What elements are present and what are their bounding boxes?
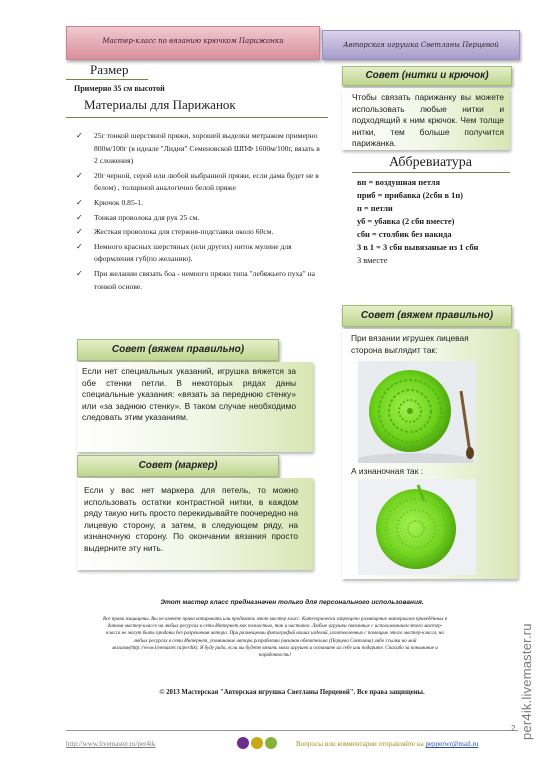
material-item: ✓ При желании связать боа - немного пряжи типа "лебяжьего пуха" на тонкой основе. — [76, 268, 316, 291]
abbr-item: сбн = столбик без накида — [357, 230, 452, 239]
back-crochet-circle-icon — [358, 479, 476, 575]
green-dot-icon — [265, 737, 277, 749]
materials-list — [72, 130, 324, 295]
abbr-item: 3 вместе — [357, 256, 388, 265]
check-icon: ✓ — [76, 227, 83, 237]
footer-shop-link[interactable]: http://www.livemaster.ru/per4ik — [66, 740, 156, 748]
check-icon: ✓ — [76, 131, 83, 140]
footer-copyright: © 2013 Мастерская "Авторская игрушка Светланы Перцевой". Все права защищены. — [159, 689, 425, 696]
abbr-title: Аббревиатура — [389, 155, 472, 170]
header-left-text: Мастер-класс по вязанию крючком Парижанки — [102, 37, 284, 45]
footer-email-link[interactable]: pepperwr@mail.ru — [425, 740, 479, 748]
abbr-item: приб = прибавка (2сбн в 1п) — [357, 191, 463, 200]
check-icon: ✓ — [76, 241, 83, 251]
tip-correct-right-title: Совет (вяжем правильно) — [342, 305, 512, 327]
abbr-item: п = петли — [357, 204, 393, 213]
check-icon: ✓ — [76, 197, 83, 207]
footer-legal: Все права защищены. Вы не имеете права копировать или продавать этот мастер класс. Категорически запрещено размещение материалов приведённых в данном мастер-классе на любых ресурсах в сети Интернет как полностью, так и частично. Любые игрушки связанные с использованием этого мастер-класса не могут быть проданы без разрешения автора. При размещении фотографий ваших изделий, изготовленных с помощью этого мастер-класса, на любых ресурсах в сети Интернет, упоминание автора разработки (вязаная обязательна (Перцева Светлана) либо ссылка на мой магазин(http://www.livemaster.ru/per4ik). Я буду рада, если вы будете вязать моих игрушек и оставите их себе или подарите. Спасибо за понимание и порядочность! — [102, 616, 448, 659]
page-number: 2 — [511, 724, 516, 733]
size-text: Примерно 35 см высотой — [74, 84, 165, 93]
materials-title: Материалы для Парижанок — [84, 97, 236, 112]
footer-questions — [296, 740, 478, 748]
abbr-rule — [352, 172, 510, 173]
materials-rule — [66, 117, 328, 118]
material-item: ✓ Тонкая проволока для рук 25 см. — [72, 212, 324, 225]
front-caption: При вязании игрушек лицевая сторона выглядит так: — [351, 333, 469, 355]
tip-marker-text: Если у вас нет маркера для петель, то можно использовать остатки контрастной нитки, в каждом ряду такую нить просто перекидывайте поочередно на лицевую сторону, а затем, в следующем ряду, на изнаночную сторону. По окончании вязания просто выдерните эту нить. — [84, 485, 298, 553]
abbr-list — [357, 176, 517, 267]
material-item: ✓ Немного красных шерстяных (или других) ниток мулине для оформления губ(по желанию). — [76, 241, 292, 264]
header-banner-left — [66, 26, 320, 60]
check-icon: ✓ — [76, 212, 83, 222]
abbr-item: уб = убавка (2 сбн вместе) — [357, 217, 455, 226]
material-item: ✓ Крючок 0.85-1. — [72, 197, 324, 210]
check-icon: ✓ — [76, 170, 83, 180]
material-item: ✓ 20г черной, серой или любой выбранной пряжи, если дама будет не в белом) , толщиной аналогично белой пряже — [76, 170, 319, 193]
abbr-item: 3 в 1 = 3 сбн вывязаные из 1 сбн — [357, 243, 479, 252]
tip-threads-text: Чтобы связать парижанку вы можете использовать любые нитки и подходящий к ним крючок. Чем толще нитки, тем больше получится парижанка. — [352, 92, 504, 149]
back-caption: А изнаночная так : — [351, 466, 424, 476]
footer-notice: Этот мастер класс предназначен только для персонального использования. — [160, 599, 424, 606]
material-item: ✓ 25г тонкой шерстяной пряжи, хорошей выделки метражом примерно 800м/100г (в идеале "Лидия" Семеновской ШПФ 1600м/100г, вязать в 2 сложения) — [76, 131, 320, 166]
tip-marker-title: Совет (маркер) — [77, 455, 279, 477]
size-title: Размер — [90, 62, 129, 77]
yellow-dot-icon — [251, 737, 263, 749]
header-right-text: Авторская игрушка Светланы Перцевой — [343, 41, 499, 49]
check-icon: ✓ — [76, 268, 83, 278]
material-item: ✓ Жесткая проволока для стержня-подставки около 60см. — [72, 226, 324, 239]
purple-dot-icon — [237, 737, 249, 749]
front-crochet-circle-icon — [358, 361, 476, 463]
tip-correct-left-title: Совет (вяжем правильно) — [77, 339, 279, 361]
tip-threads-title: Совет (нитки и крючок) — [342, 66, 512, 86]
front-side-photo — [358, 361, 476, 463]
footer-rule — [66, 730, 518, 731]
back-side-photo — [358, 479, 476, 575]
header-banner-right — [322, 30, 520, 60]
size-rule — [66, 79, 148, 80]
tip-correct-left-text: Если нет специальных указаний, игрушка вяжется за обе стенки петли. В некоторых рядах даны специальные указания: «вязать за переднюю стенку» или «за заднюю стенку». В таком случае необходимо следовать этим указаниям. — [82, 366, 296, 423]
abbr-item: вп = воздушная петля — [357, 178, 440, 187]
side-url: per4ik.livemaster.ru — [519, 623, 534, 740]
footer-questions-text: Вопросы или комментарии отправляйте на — [296, 740, 424, 748]
